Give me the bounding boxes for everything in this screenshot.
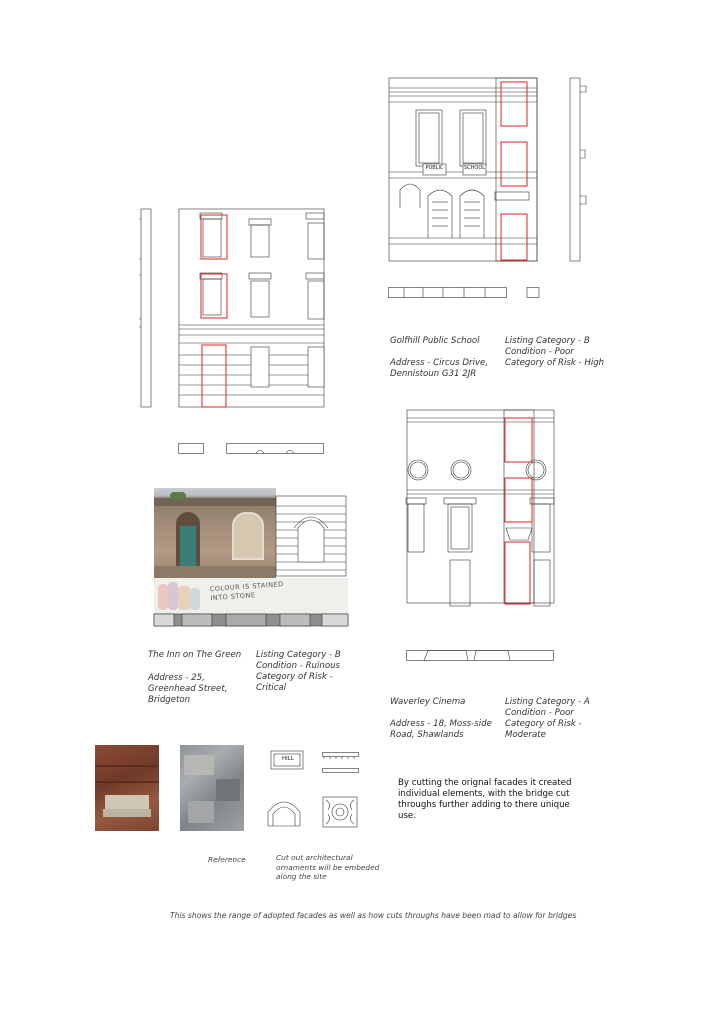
reference-label: Reference xyxy=(208,855,246,864)
inn-colour-sketch xyxy=(154,578,348,614)
waverley-name: Waverley Cinema xyxy=(390,697,466,707)
inn-address: Address - 25, Greenhead Street, Bridgeton xyxy=(148,673,228,705)
ornament-arch xyxy=(266,796,304,828)
tenement-plan-strip xyxy=(178,443,328,455)
golfhill-name: Golfhill Public School xyxy=(390,336,480,346)
waverley-listing: Listing Category - A Condition - Poor Category of Risk - Moderate xyxy=(505,697,590,740)
ornament-cornice-strips xyxy=(322,752,362,776)
inn-elevation xyxy=(276,488,348,578)
golfhill-sign-left: PUBLIC xyxy=(425,165,444,171)
footer-caption: This shows the range of adopted facades as well as how cuts throughs have been mad to allow for bridges xyxy=(170,911,577,920)
waverley-address: Address - 18, Moss-side Road, Shawlands xyxy=(390,719,492,740)
reference-photo-stone xyxy=(180,745,244,831)
ornament-caption: Cut out architectural ornaments will be embeded along the site xyxy=(276,853,380,881)
golfhill-side-section xyxy=(568,78,590,263)
inn-name: The Inn on The Green xyxy=(148,650,242,660)
golfhill-address: Address - Circus Drive, Dennistoun G31 2JR xyxy=(390,358,489,379)
golfhill-listing: Listing Category - B Condition - Poor Category of Risk - High xyxy=(505,336,605,368)
inn-photo xyxy=(154,488,276,578)
tenement-side-section xyxy=(139,209,155,409)
waverley-plan-strip xyxy=(406,649,556,663)
tenement-elevation xyxy=(178,209,326,409)
inn-plan-strip xyxy=(154,612,350,628)
inn-listing: Listing Category - B Condition - Ruinous Category of Risk - Critical xyxy=(256,650,341,693)
golfhill-sign-right: SCHOOL xyxy=(463,165,486,171)
inn-handwritten-note: COLOUR IS STAINED INTO STONE xyxy=(209,580,284,603)
bridge-note: By cutting the orignal facades it created individual elements, with the bridge cut throughs further adding to there unique use. xyxy=(398,778,572,821)
ornament-rosette xyxy=(322,796,360,830)
reference-photo-brick xyxy=(95,745,159,831)
ornament-hill-label: HILL xyxy=(282,756,294,762)
golfhill-plan-strip xyxy=(388,287,543,299)
waverley-elevation xyxy=(406,410,556,605)
